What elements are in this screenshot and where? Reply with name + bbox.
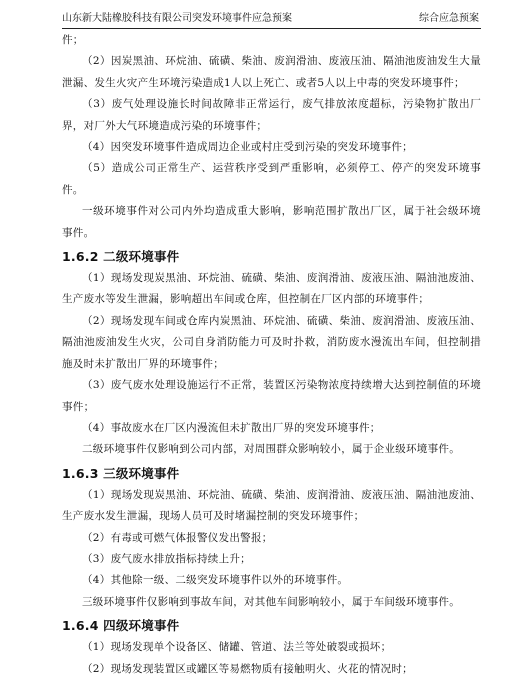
paragraph: （2）现场发现车间或仓库内炭黑油、环烷油、硫磺、柴油、废润滑油、废液压油、隔油池废油发生火灾，公司自身消防能力可及时扑救，消防废水漫流出车间，但控制措施及时未扩散出厂界的环境事件； (62, 314, 481, 370)
paragraph: 二级环境事件仅影响到公司内部，对周围群众影响较小，属于企业级环境事件。 (82, 443, 460, 456)
paragraph: （2）有毒或可燃气体报警仪发出警报； (82, 531, 273, 544)
section-heading-1-6-3: 1.6.3 三级环境事件 (62, 465, 180, 481)
paragraph: （3）废气废水处理设施运行不正常，装置区污染物浓度持续增大达到控制值的环境事件； (62, 379, 481, 413)
section-heading-1-6-2: 1.6.2 二级环境事件 (62, 249, 180, 265)
paragraph: 三级环境事件仅影响到事故车间，对其他车间影响较小，属于车间级环境事件。 (82, 595, 460, 608)
paragraph: （3）废气处理设施长时间故障非正常运行，废气排放浓度超标，污染物扩散出厂界，对厂外大气环境造成污染的环境事件； (62, 98, 481, 132)
header-company-title: 山东新大陆橡胶科技有限公司突发环境事件应急预案 (62, 13, 292, 24)
paragraph: （1）现场发现单个设备区、储罐、管道、法兰等处破裂或损坏； (82, 641, 392, 654)
paragraph: 一级环境事件对公司内外均造成重大影响，影响范围扩散出厂区，属于社会级环境事件。 (62, 205, 481, 239)
paragraph: （3）废气废水排放指标持续上升； (82, 552, 251, 565)
paragraph: （2）因炭黑油、环烷油、硫磺、柴油、废润滑油、废液压油、隔油池废油发生大量泄漏、发生火灾产生环境污染造成1人以上死亡、或者5人以上中毒的突发环境事件； (62, 55, 481, 89)
header-section-title: 综合应急预案 (419, 13, 479, 24)
paragraph: （5）造成公司正常生产、运营秩序受到严重影响，必须停工、停产的突发环境事件。 (62, 162, 481, 196)
paragraph: （4）事故废水在厂区内漫流但未扩散出厂界的突发环境事件； (82, 421, 381, 434)
paragraph: （2）现场发现装置区或罐区等易燃物质有接触明火、火花的情况时； (82, 662, 413, 675)
running-header (62, 10, 481, 29)
paragraph: （1）现场发现炭黑油、环烷油、硫磺、柴油、废润滑油、废液压油、隔油池废油、生产废水等发生泄漏，影响超出车间或仓库，但控制在厂区内部的环境事件； (62, 272, 481, 306)
paragraph: （4）因突发环境事件造成周边企业或村庄受到污染的突发环境事件； (82, 141, 413, 154)
section-heading-1-6-4: 1.6.4 四级环境事件 (62, 618, 180, 634)
document-body (62, 30, 481, 680)
paragraph: 件； (62, 34, 84, 46)
paragraph: （1）现场发现炭黑油、环烷油、硫磺、柴油、废润滑油、废液压油、隔油池废油、生产废水发生泄漏，现场人员可及时堵漏控制的突发环境事件； (62, 488, 481, 523)
paragraph: （4）其他除一级、二级突发环境事件以外的环境事件。 (82, 574, 349, 587)
